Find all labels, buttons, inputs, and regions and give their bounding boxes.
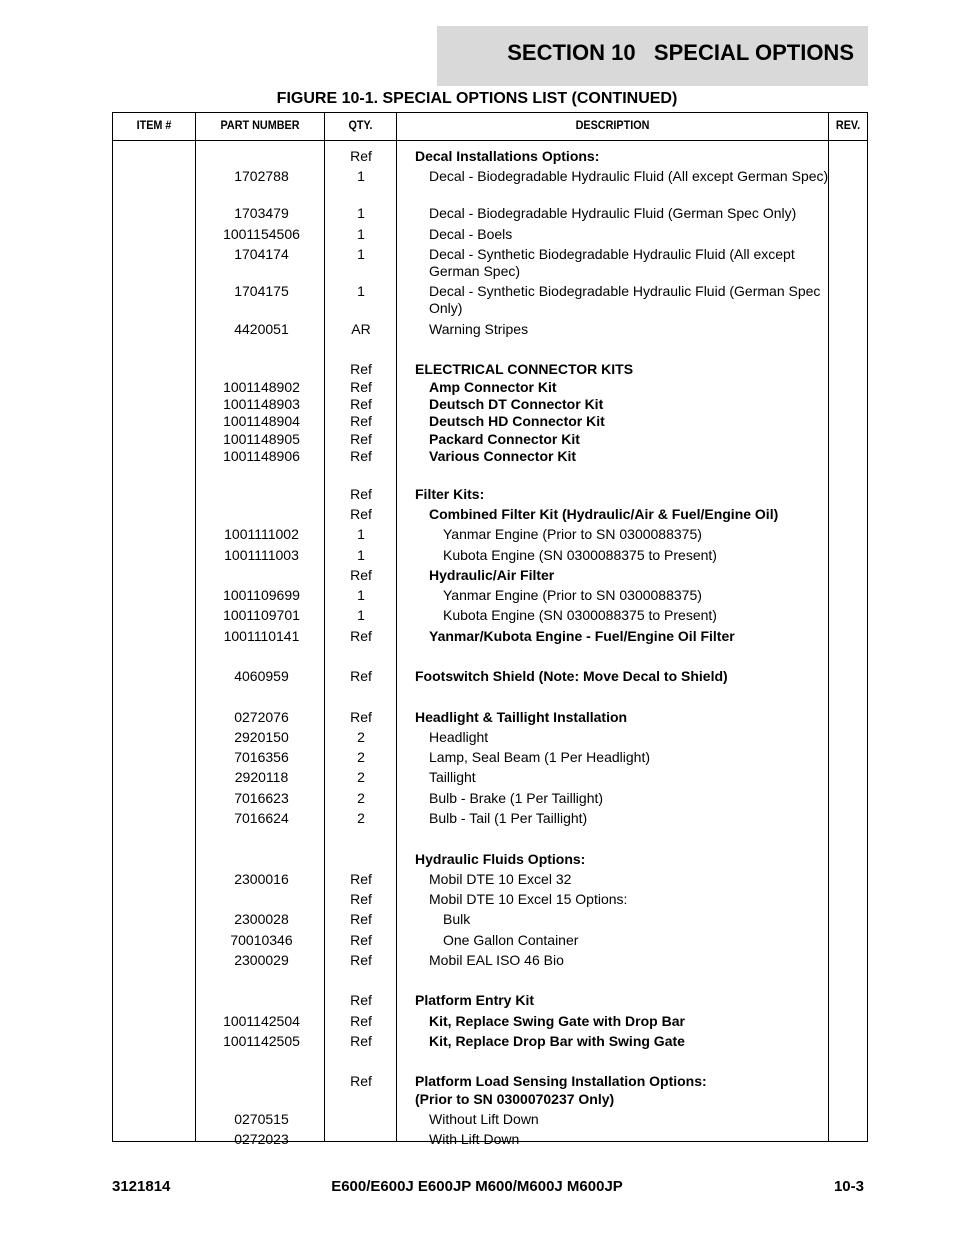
quantity: 1: [357, 226, 365, 242]
description: Kubota Engine (SN 0300088375 to Present): [443, 547, 717, 563]
description: Yanmar/Kubota Engine - Fuel/Engine Oil Filter: [429, 628, 735, 644]
description: Headlight & Taillight Installation: [415, 709, 628, 725]
column-header-description: DESCRIPTION: [575, 118, 650, 132]
part-number: 1001111002: [224, 526, 299, 542]
quantity: Ref: [350, 1033, 372, 1049]
page-number: 10-3: [833, 1178, 864, 1195]
quantity: Ref: [350, 891, 372, 907]
description: Lamp, Seal Beam (1 Per Headlight): [429, 749, 650, 765]
part-number: 1001142504: [223, 1013, 300, 1029]
quantity: Ref: [350, 709, 372, 725]
column-header-item: ITEM #: [136, 118, 172, 132]
model-list: E600/E600J E600JP M600/M600J M600JP: [331, 1178, 623, 1195]
part-number: 2920150: [234, 729, 289, 745]
part-number: 1001142505: [223, 1033, 300, 1049]
quantity: Ref: [350, 361, 372, 377]
quantity: 1: [357, 205, 365, 221]
description: Yanmar Engine (Prior to SN 0300088375): [443, 587, 702, 603]
quantity: Ref: [350, 506, 372, 522]
description: Deutsch DT Connector Kit: [429, 396, 604, 412]
quantity: 1: [357, 587, 365, 603]
description: Decal Installations Options:: [415, 148, 600, 164]
quantity: AR: [351, 321, 371, 337]
document-number: 3121814: [112, 1178, 171, 1195]
description: Hydraulic/Air Filter: [429, 567, 555, 583]
description: Taillight: [429, 769, 476, 785]
description: Decal - Biodegradable Hydraulic Fluid (All except German Spec): [429, 168, 829, 184]
part-number: 1704174: [234, 246, 289, 262]
quantity: 2: [357, 790, 365, 806]
section-title: SECTION 10 SPECIAL OPTIONS: [507, 40, 854, 65]
description: Decal - Synthetic Biodegradable Hydraulic Fluid (All except German Spec): [429, 246, 795, 279]
description: Mobil DTE 10 Excel 32: [429, 871, 572, 887]
part-number: 1001148903: [223, 396, 300, 412]
quantity: Ref: [350, 668, 372, 684]
quantity: Ref: [350, 992, 372, 1008]
part-number: 2300016: [234, 871, 289, 887]
part-number: 1001148904: [223, 413, 300, 429]
description: Yanmar Engine (Prior to SN 0300088375): [443, 526, 702, 542]
description: Kit, Replace Drop Bar with Swing Gate: [429, 1033, 685, 1049]
description: Decal - Synthetic Biodegradable Hydraulic Fluid (German Spec Only): [429, 283, 821, 316]
description: Without Lift Down: [429, 1111, 539, 1127]
quantity: Ref: [350, 567, 372, 583]
description: Amp Connector Kit: [429, 379, 557, 395]
part-number: 1001109699: [223, 587, 300, 603]
quantity: 1: [357, 547, 365, 563]
part-number: 1001148905: [223, 431, 300, 447]
part-number: 1001109701: [223, 607, 300, 623]
quantity: Ref: [350, 871, 372, 887]
description: Kit, Replace Swing Gate with Drop Bar: [429, 1013, 685, 1029]
column-header-qty: QTY.: [348, 118, 373, 132]
section-header: [437, 26, 868, 86]
quantity: 1: [357, 168, 365, 184]
description: Decal - Boels: [429, 226, 513, 242]
quantity: Ref: [350, 1073, 372, 1089]
description: Warning Stripes: [429, 321, 529, 337]
part-number: 2300028: [234, 911, 289, 927]
description: Platform Load Sensing Installation Options:: [415, 1073, 707, 1089]
part-number: 7016624: [234, 810, 289, 826]
description: Decal - Biodegradable Hydraulic Fluid (German Spec Only): [429, 205, 797, 221]
description: (Prior to SN 0300070237 Only): [415, 1091, 615, 1107]
part-number: 4420051: [234, 321, 289, 337]
description: With Lift Down: [429, 1131, 520, 1147]
quantity: Ref: [350, 1013, 372, 1029]
description: Bulk: [443, 911, 471, 927]
part-number: 1001148902: [223, 379, 300, 395]
description: Kubota Engine (SN 0300088375 to Present): [443, 607, 717, 623]
description: Bulb - Tail (1 Per Taillight): [429, 810, 588, 826]
description: Filter Kits:: [415, 486, 485, 502]
description: Combined Filter Kit (Hydraulic/Air & Fuel/Engine Oil): [429, 506, 779, 522]
quantity: Ref: [350, 911, 372, 927]
column-divider: [195, 113, 196, 1141]
description: Mobil EAL ISO 46 Bio: [429, 952, 564, 968]
description: Hydraulic Fluids Options:: [415, 851, 586, 867]
quantity: 2: [357, 769, 365, 785]
quantity: 2: [357, 749, 365, 765]
quantity: Ref: [350, 396, 372, 412]
description: Platform Entry Kit: [415, 992, 535, 1008]
quantity: 2: [357, 810, 365, 826]
column-divider: [396, 113, 397, 1141]
part-number: 0270515: [234, 1111, 289, 1127]
column-divider: [324, 113, 325, 1141]
part-number: 7016356: [234, 749, 289, 765]
part-number: 1001111003: [224, 547, 299, 563]
quantity: 1: [357, 607, 365, 623]
quantity: Ref: [350, 952, 372, 968]
description: Packard Connector Kit: [429, 431, 580, 447]
description: Deutsch HD Connector Kit: [429, 413, 605, 429]
header-divider: [113, 140, 867, 141]
part-number: 7016623: [234, 790, 289, 806]
quantity: Ref: [350, 431, 372, 447]
quantity: Ref: [350, 448, 372, 464]
quantity: Ref: [350, 486, 372, 502]
part-number: 0272076: [234, 709, 289, 725]
part-number: 1704175: [234, 283, 289, 299]
part-number: 1702788: [234, 168, 289, 184]
column-header-part-number: PART NUMBER: [220, 118, 300, 132]
figure-title: FIGURE 10-1. SPECIAL OPTIONS LIST (CONTINUED): [276, 90, 678, 107]
quantity: 1: [357, 246, 365, 262]
part-number: 1703479: [234, 205, 289, 221]
quantity: 1: [357, 283, 365, 299]
description: Mobil DTE 10 Excel 15 Options:: [429, 891, 628, 907]
part-number: 2300029: [234, 952, 289, 968]
quantity: Ref: [350, 413, 372, 429]
parts-table: [112, 112, 868, 1147]
quantity: Ref: [350, 628, 372, 644]
part-number: 0272023: [234, 1131, 289, 1147]
quantity: Ref: [350, 148, 372, 164]
column-header-rev: REV.: [835, 118, 861, 132]
part-number: 2920118: [234, 769, 289, 785]
description: ELECTRICAL CONNECTOR KITS: [415, 361, 634, 377]
part-number: 1001154506: [223, 226, 300, 242]
description: Bulb - Brake (1 Per Taillight): [429, 790, 604, 806]
quantity: 2: [357, 729, 365, 745]
quantity: Ref: [350, 379, 372, 395]
description: Various Connector Kit: [429, 448, 577, 464]
part-number: 1001148906: [223, 448, 300, 464]
part-number: 1001110141: [223, 628, 300, 644]
description: One Gallon Container: [443, 932, 579, 948]
quantity: Ref: [350, 932, 372, 948]
description: Footswitch Shield (Note: Move Decal to Shield): [415, 668, 728, 684]
part-number: 4060959: [234, 668, 289, 684]
description: Headlight: [429, 729, 489, 745]
quantity: 1: [357, 526, 365, 542]
part-number: 70010346: [230, 932, 293, 948]
